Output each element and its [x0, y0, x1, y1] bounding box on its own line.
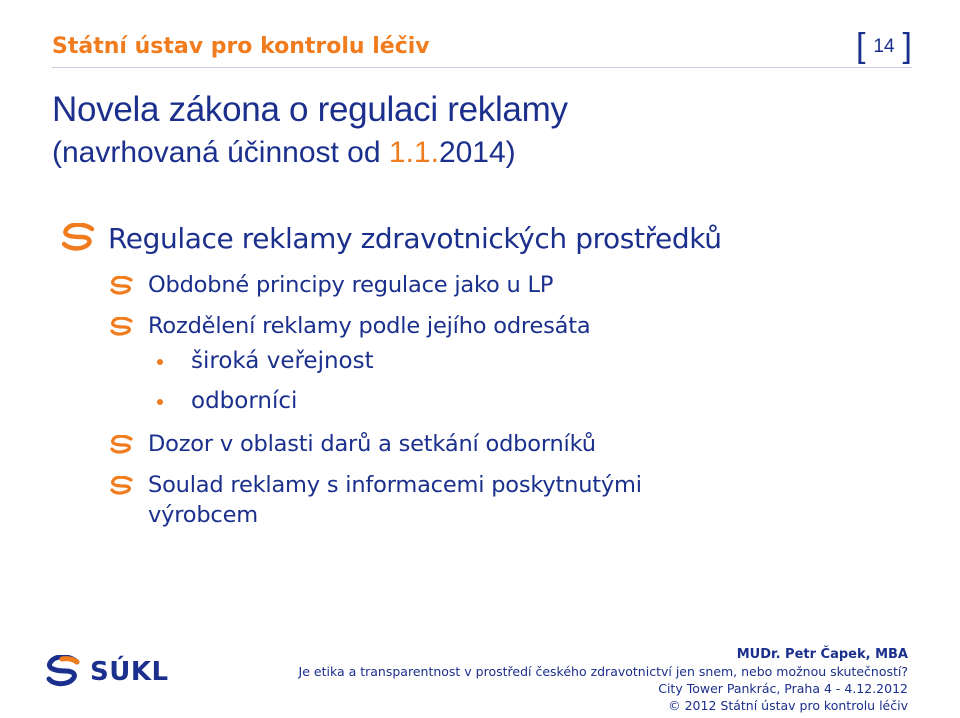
footer-copyright: © 2012 Státní ústav pro kontrolu léčiv: [668, 698, 908, 713]
sub-bullet-1: [110, 270, 553, 300]
nested-bullet-1-text: široká veřejnost: [191, 348, 374, 374]
sub-bullet-2-text: Rozdělení reklamy podle jejího odresáta: [148, 313, 591, 339]
slide-subtitle: [52, 136, 516, 170]
orange-dot-icon: [157, 359, 163, 365]
page-bracket-open: [: [855, 27, 866, 65]
organization-name: Státní ústav pro kontrolu léčiv: [52, 34, 430, 59]
footer: [299, 646, 908, 714]
logo-text: SÚKL: [90, 657, 169, 687]
sub-bullet-1-text: Obdobné principy regulace jako u LP: [148, 272, 554, 298]
main-bullet-text: Regulace reklamy zdravotnických prostředků: [108, 222, 722, 255]
sub-bullet-2: [110, 311, 590, 341]
orange-dot-icon: [157, 399, 163, 405]
footer-event: Je etika a transparentnost v prostředí českého zdravotnictví jen snem, nebo možnou skutečností?: [298, 664, 908, 679]
sub-bullet-4-text: Soulad reklamy s informacemi poskytnutými výrobcem: [148, 472, 642, 528]
sub-bullet-4: [110, 470, 710, 530]
footer-venue: City Tower Pankrác, Praha 4 - 4.12.2012: [658, 681, 908, 696]
sub-bullet-3: [110, 429, 596, 459]
sub-bullet-3-text: Dozor v oblasti darů a setkání odborníků: [148, 431, 596, 457]
main-bullet: [62, 222, 722, 255]
sukl-swoosh-icon: [110, 435, 134, 455]
subtitle-prefix: (navrhovaná účinnost od: [52, 136, 389, 169]
subtitle-highlight: 1.1.: [388, 136, 439, 169]
sukl-swoosh-icon: [110, 317, 134, 337]
page-number: [856, 27, 912, 66]
header-divider: [52, 67, 912, 68]
footer-author: MUDr. Petr Čapek, MBA: [736, 647, 908, 662]
page-bracket-close: ]: [902, 27, 912, 65]
subtitle-suffix: 2014): [438, 136, 516, 169]
sukl-swoosh-icon: [110, 276, 134, 296]
nested-bullet-2: [157, 388, 297, 414]
sukl-swoosh-icon: [62, 223, 96, 253]
sukl-logo-icon: [46, 655, 82, 689]
page-number-value: 14: [873, 35, 895, 57]
sukl-logo: [46, 655, 169, 689]
nested-bullet-2-text: odborníci: [191, 388, 298, 414]
sukl-swoosh-icon: [110, 476, 134, 496]
slide-title: Novela zákona o regulaci reklamy: [52, 90, 568, 129]
nested-bullet-1: [157, 348, 374, 374]
